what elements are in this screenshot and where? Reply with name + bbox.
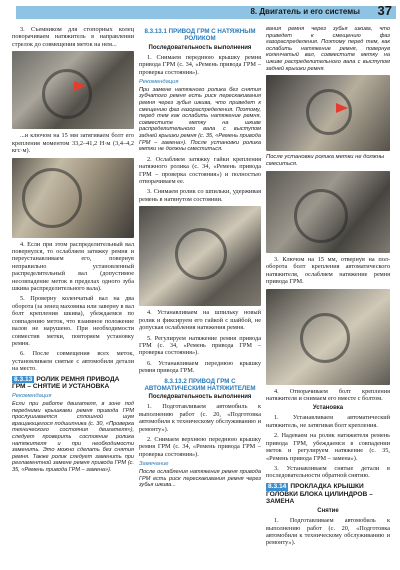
paragraph: 4. Отворачиваем болт крепления натяжителя и снимаем его вместе с болтом. [266, 387, 390, 402]
paragraph: 1. Снимаем переднюю крышку ремня привода ГРМ (с. 34, «Ремень привода ГРМ – проверка состояния»). [139, 53, 261, 76]
section-heading [266, 483, 390, 506]
paragraph: 1. Устанавливаем автоматический натяжитель, не затягивая болт крепления. [266, 414, 390, 429]
photo-caption: После установки ролика метки не должны смеситься. [266, 154, 385, 167]
paragraph: 5. Регулируем натяжение ремня привода ГРМ (с. 34, «Ремень привода ГРМ – проверка состояния»). [139, 334, 261, 357]
photo-tensioner-removal [266, 289, 390, 385]
section-heading [12, 376, 134, 392]
paragraph: 3. Ключом на 15 мм, отвернув на пол-оборота болт крепления автоматического натяжителя, ослабляем натяжение ремня привода ГРМ. [266, 255, 390, 286]
paragraph: 3. Снимаем ролик со шпильки, удерживая ремень в натянутом состоянии. [139, 188, 261, 203]
paragraph: 4. Устанавливаем на шпильку новый ролик и фиксируем его гайкой с шайбой, не допуская ослабления натяжения ремня. [139, 309, 261, 332]
column-2 [139, 26, 261, 492]
photo-timing-marks [266, 75, 390, 151]
procedure-title: Установка [312, 405, 344, 412]
procedure-title: Последовательность выполнения [148, 394, 252, 401]
section-number: 8.3.13 [14, 375, 33, 383]
note-text: При замене натяжного ролика без снятия зубчатого ремня есть риск перескакивания ремня через зубья шкива, что приведет к смещению фаз газораспределения. Поэтому, перед тем как ослабить натяжение ремня, совместите метку на шкиве распределительного вала с выступом задней крышки ремня (с. 35, «Ремень привода ГРМ – замена»). После установки ролика метки не должны сместиться. [139, 86, 261, 153]
subsection-heading [139, 378, 261, 393]
note-label: Рекомендация [12, 393, 52, 400]
paragraph: 2. Снимаем верхнюю переднюю крышку ремня ГРМ (с. 34, «Ремень привода ГРМ – проверка состояния»). [139, 436, 261, 458]
note-label: Рекомендация [139, 78, 179, 85]
procedure-title: Последовательность выполнения [148, 44, 252, 51]
paragraph: 2. Ослабляем затяжку гайки крепления натяжного ролика (с. 34, «Ремень привода ГРМ – проверка состояния») и полностью отворачиваем ее. [139, 155, 261, 185]
paragraph: 6. После совмещения всех меток, установливаем снятые с автомобиля детали на место. [12, 350, 134, 373]
section-title: 8. Двигатель и его системы [250, 7, 360, 16]
note-text: Если при работе двигателя, в зоне под передними крышками ремня привода ГРМ прослушивается сплошной шум вращающегося подшипника (с. 30, «Проверка технического состояния двигателя»), следует проверить состояние ролика натяжителя и при необходимости заменить. Это можно сделать без снятия ремня. Также ролик следует заменить при регламентной замене ремня привода ГРМ (с. 35, «Ремень привода ГРМ – замена»). [12, 401, 134, 473]
subsection-title: ПРИВОД ГРМ С АВТОМАТИЧЕСКИМ НАТЯЖИТЕЛЕМ [144, 377, 256, 392]
procedure-title: Снятие [317, 508, 339, 515]
subsection-number: 8.3.13.1 [144, 28, 167, 35]
paragraph: 6. Устанавливаем переднюю крышку ремня привода ГРМ. [139, 359, 261, 375]
paragraph: 3. Устанавливаем снятые детали в последовательности обратной снятию. [266, 464, 390, 480]
paragraph: ...и ключом на 15 мм затягиваем болт его крепления моментом 33,2–41,2 Н·м (3,4–4,2 кгс·м). [12, 132, 134, 155]
paragraph: 1. Подготавливаем автомобиль к выполнению работ (с. 20, «Подготовка автомобиля к техническому обслуживанию и ремонту»). [139, 403, 261, 433]
subsection-title: ПРИВОД ГРМ С НАТЯЖНЫМ РОЛИКОМ [168, 28, 256, 43]
section-heading-text: ПРОКЛАДКА КРЫШКИ ГОЛОВКИ БЛОКА ЦИЛИНДРОВ – ЗАМЕНА [266, 482, 373, 506]
paragraph: 1. Подготавливаем автомобиль к выполнению работ (с. 20, «Подготовка автомобиля к техническому обслуживанию и ремонту»). [266, 517, 390, 547]
section-number: 8.3.14 [268, 482, 287, 490]
paragraph: 2. Надеваем на ролик натяжителя ремень привода ГРМ, убеждаемся в совпадении меток и регулируем натяжение (с. 35, «Ремень привода ГРМ – замена»). [266, 432, 390, 462]
section-heading-text: РОЛИК РЕМНЯ ПРИВОДА ГРМ – СНЯТИЕ И УСТАНОВКА [12, 375, 120, 391]
note-text: После ослабления натяжения ремня привода ГРМ есть риск перескакивания ремня через зубья шкива... [139, 469, 261, 489]
column-1 [12, 26, 134, 477]
subsection-heading [139, 28, 261, 43]
note-text: вания ремня через зубья шкива, что приведет к смещению фаз газораспределения. Поэтому перед тем, как ослабить натяжение ремня, повернув коленчатый вал, совместите метку на шкиве распределительного вала с выступом задней крышки ремня. [266, 26, 390, 72]
paragraph: 4. Если при этом распределительный вал повернулся, то ослабляем затяжку ремня и переустанавливаем его, повернув неправильно установленный распределительный вал (допустимое несовпадение меток в пределах одного зуба шкива распределительного вала). [12, 240, 134, 293]
photo-tensioner-rotation [12, 51, 134, 129]
note-label: Замечание [139, 461, 169, 468]
photo-auto-tensioner-bolt [266, 171, 390, 253]
page-header [0, 0, 400, 22]
subsection-number: 8.3.13.2 [164, 377, 187, 385]
photo-roller-removal [139, 206, 261, 306]
paragraph: 5. Проверну коленчатый вал на два оборота (за зенец маховика или заверну в вал болт крепления шкива), убеждаемся по совпадению меток, что взаимное положение валов не нарушено. При необходимости совместив метки, повторяем установку ремня. [12, 295, 134, 348]
page-number: 37 [377, 3, 392, 18]
paragraph: 3. Съемником для стопорных колец поворачиваем натяжитель в направлении стрелок до совмещения меток на нем... [12, 26, 134, 48]
column-3 [266, 26, 390, 550]
photo-bolt-tightening [12, 158, 134, 238]
